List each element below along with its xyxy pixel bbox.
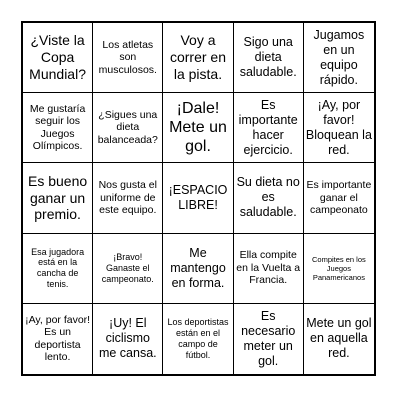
bingo-cell-r2c5[interactable]: ¡Ay, por favor! Bloquean la red.: [304, 93, 374, 163]
bingo-cell-r2c1[interactable]: Me gustaría seguir los Juegos Olímpicos.: [23, 93, 93, 163]
bingo-cell-r4c1[interactable]: Esa jugadora está en la cancha de tenis.: [23, 234, 93, 304]
bingo-board: [21, 21, 376, 376]
bingo-cell-r4c4[interactable]: Ella compite en la Vuelta a Francia.: [234, 234, 304, 304]
bingo-cell-r4c3[interactable]: Me mantengo en forma.: [163, 234, 233, 304]
bingo-cell-r4c2[interactable]: ¡Bravo! Ganaste el campeonato.: [93, 234, 163, 304]
bingo-cell-r1c5[interactable]: Jugamos en un equipo rápido.: [304, 23, 374, 93]
bingo-cell-r1c4[interactable]: Sigo una dieta saludable.: [234, 23, 304, 93]
bingo-cell-r1c2[interactable]: Los atletas son musculosos.: [93, 23, 163, 93]
bingo-cell-r5c5[interactable]: Mete un gol en aquella red.: [306, 316, 372, 361]
bingo-cell-r1c1[interactable]: ¿Viste la Copa Mundial?: [23, 23, 93, 93]
bingo-cell-r5c1[interactable]: ¡Ay, por favor! Es un deportista lento.: [23, 304, 93, 374]
bingo-cell-r4c5[interactable]: Compites en los Juegos Panamericanos: [304, 234, 374, 304]
bingo-cell-r5c2[interactable]: ¡Uy! El ciclismo me cansa.: [93, 304, 163, 374]
bingo-cell-r5c3[interactable]: Los deportistas están en el campo de fútbol.: [163, 304, 233, 374]
bingo-cell-r3c4[interactable]: Su dieta no es saludable.: [234, 163, 304, 233]
bingo-cell-r3c5[interactable]: Es importante ganar el campeonato: [304, 163, 374, 233]
bingo-cell-r5c4[interactable]: Es necesario meter un gol.: [234, 304, 304, 374]
bingo-cell-r2c3[interactable]: ¡Dale! Mete un gol.: [163, 93, 233, 163]
bingo-free-space[interactable]: ¡ESPACIO LIBRE!: [163, 163, 233, 233]
bingo-cell-r2c4[interactable]: Es importante hacer ejercicio.: [234, 93, 304, 163]
bingo-cell-r3c1[interactable]: Es bueno ganar un premio.: [23, 163, 93, 233]
bingo-cell-r2c2[interactable]: ¿Sigues una dieta balanceada?: [93, 93, 163, 163]
bingo-cell-r3c2[interactable]: Nos gusta el uniforme de este equipo.: [93, 163, 163, 233]
bingo-cell-r1c3[interactable]: Voy a correr en la pista.: [163, 23, 233, 93]
